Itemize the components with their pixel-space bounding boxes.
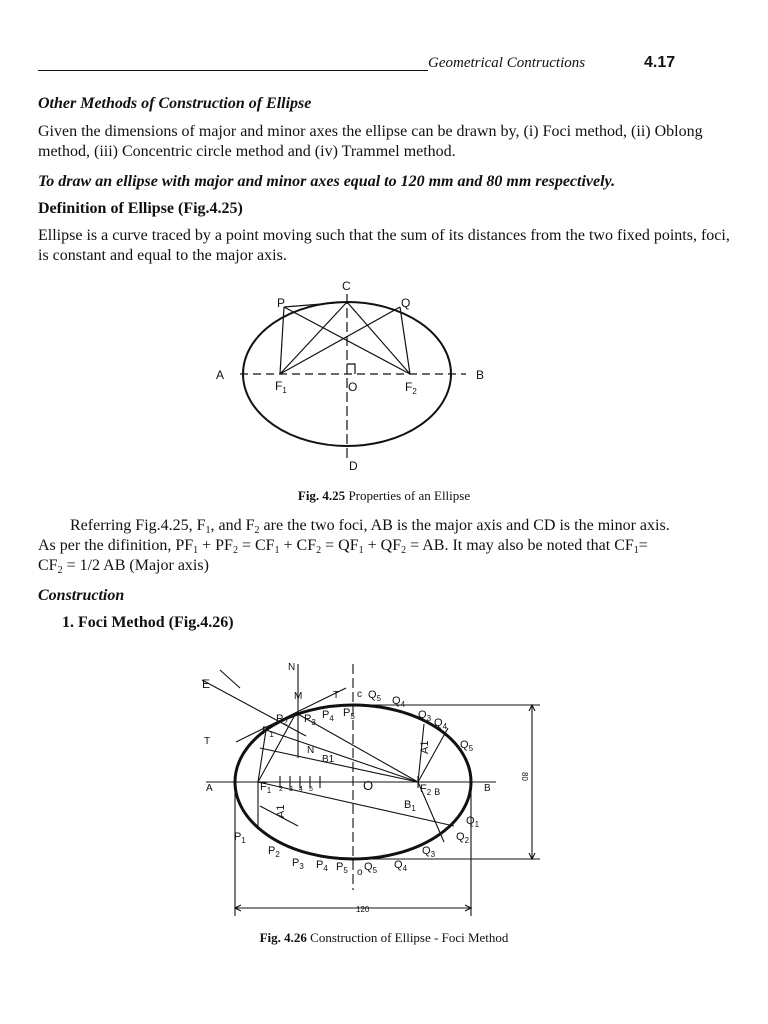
fig2-label-q5: $Q_5$ [368, 689, 382, 703]
fig2-label-q4-lower: $Q_4$ [394, 859, 408, 873]
fig2-label-q3-lower: $Q_3$ [422, 845, 436, 859]
fig2-dim-major: 120 [356, 905, 370, 914]
header-title: Geometrical Contructions [428, 55, 586, 71]
fig1-label-f2: $F_2$ [405, 380, 417, 396]
fig2-label-q1-lower: $Q_1$ [466, 815, 480, 829]
construction-heading: Construction [38, 587, 125, 604]
page-number: 4.17 [644, 54, 676, 71]
fig2-label-a: A [206, 783, 213, 794]
fig2-div-2: 2 [279, 786, 283, 793]
fig2-label-f2: $F_2$ B [420, 783, 441, 797]
fig2-label-q5-lower: $Q_5$ [364, 861, 378, 875]
fig2-label-c: c [357, 689, 362, 700]
fig1-label-d: D [349, 459, 358, 473]
problem-statement: To draw an ellipse with major and minor axes equal to 120 mm and 80 mm respectively. [38, 173, 616, 190]
fig2-label-m: M [294, 691, 303, 702]
fig2-label-b: B [484, 783, 491, 794]
fig2-label-f1: $F_1$ [260, 781, 272, 795]
fig2-label-p2: $P_2$ [276, 713, 288, 727]
fig2-div-4: 4 [299, 786, 303, 793]
fig1-label-q: Q [401, 296, 411, 310]
fig2-div-5: 5 [309, 786, 313, 793]
fig2-label-n: N [288, 662, 296, 673]
fig2-label-p3: $P_3$ [304, 713, 316, 727]
fig1-label-o: O [348, 380, 358, 394]
fig2-label-e: E [202, 677, 211, 691]
fig2-label-o-small: o [357, 867, 363, 878]
fig1-label-a: A [216, 368, 225, 382]
figure-4-25 [200, 272, 500, 482]
definition-heading: Definition of Ellipse (Fig.4.25) [38, 200, 243, 217]
fig2-label-p3-lower: $P_3$ [292, 857, 304, 871]
fig2-label-q3: $Q_3$ [418, 709, 432, 723]
fig2-label-p4: $P_4$ [322, 709, 334, 723]
header-rule [38, 70, 428, 71]
fig2-label-q4: $Q_4$ [392, 695, 406, 709]
fig2-label-p2-lower: $P_2$ [268, 845, 280, 859]
fig2-label-p5-lower: $P_5$ [336, 861, 348, 875]
fig2-label-t: T [333, 690, 340, 701]
fig2-label-p4-lower: $P_4$ [316, 859, 328, 873]
fig1-label-b: B [476, 368, 485, 382]
method-heading: 1. Foci Method (Fig.4.26) [62, 614, 234, 631]
fig2-label-q5b: $Q_5$ [460, 739, 474, 753]
fig2-label-a1-right: A1 [419, 740, 431, 754]
referring-paragraph: Referring Fig.4.25, $F_1$, and $F_2$ are the two foci, AB is the major axis and CD is the minor axis. As per the difinition, $PF_1 + PF_2 = CF_1 + CF_2 = QF_1 + QF_2$ = AB. It may also be noted that $CF_1=$ $CF_2 = 1/2$ AB (Major axis) [38, 517, 670, 576]
fig2-label-b1: B1 [322, 754, 335, 765]
fig2-label-t-left: T [204, 736, 211, 747]
fig2-label-n-low: N [307, 745, 315, 756]
fig-4-26-caption: Fig. 4.26 Construction of Ellipse - Foci Method [259, 930, 509, 945]
fig1-label-p: P [277, 296, 286, 310]
fig2-label-o: O [363, 778, 374, 793]
fig-4-25-caption: Fig. 4.25 Properties of an Ellipse [297, 488, 471, 503]
fig2-dim-minor: 80 [520, 772, 529, 781]
fig2-label-p5: $P_5$ [343, 707, 355, 721]
fig2-label-a1-left: A1 [275, 804, 287, 818]
fig2-label-q2-lower: $Q_2$ [456, 831, 470, 845]
fig2-label-b1-lower: $B_1$ [404, 799, 416, 813]
fig2-label-p1: $P_1$ [262, 725, 274, 739]
figure-4-26 [196, 658, 556, 920]
fig2-label-q4b: $Q_4$ [434, 717, 448, 731]
fig2-div-3: 3 [289, 786, 293, 793]
fig1-label-c: C [342, 279, 351, 293]
section-heading: Other Methods of Construction of Ellipse [38, 95, 312, 112]
fig2-label-p1-lower: $P_1$ [234, 831, 246, 845]
definition-text: Ellipse is a curve traced by a point moving such that the sum of its distances from the two fixed points, foci, is constant and equal to the major axis. [38, 227, 730, 264]
fig1-label-f1: $F_1$ [275, 379, 287, 395]
intro-paragraph: Given the dimensions of major and minor axes the ellipse can be drawn by, (i) Foci method, (ii) Oblong method, (iii) Concentric circle method and (iv) Trammel method. [38, 123, 703, 160]
